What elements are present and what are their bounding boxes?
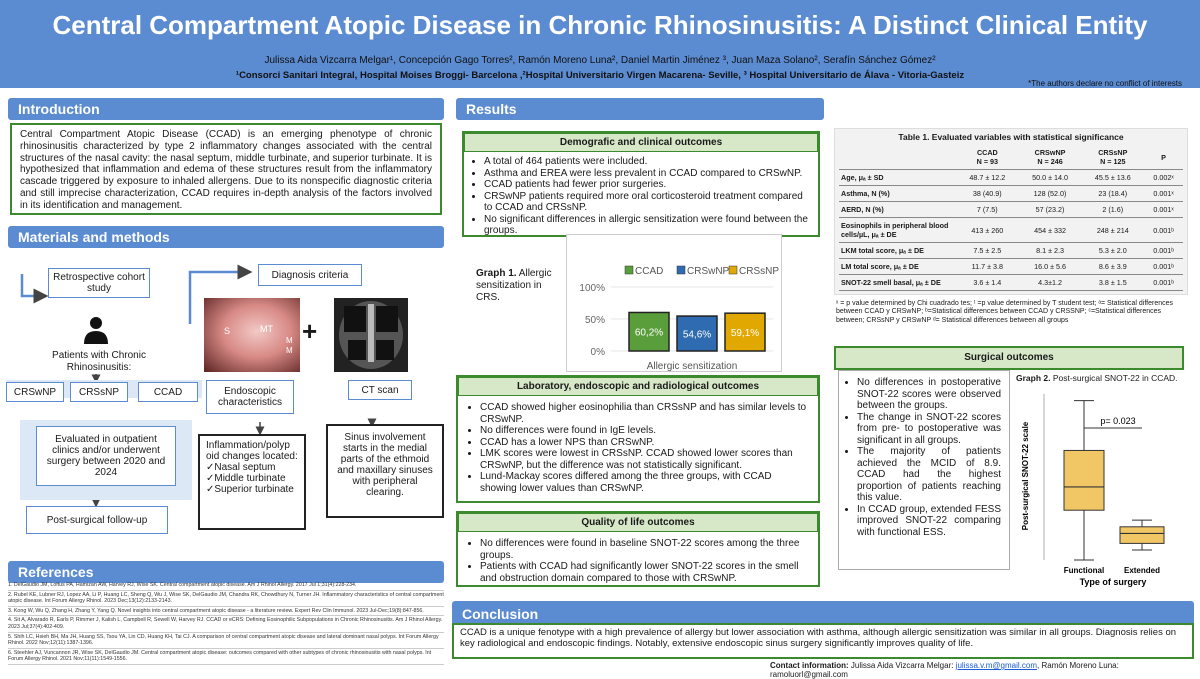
x-axis-label: Allergic sensitization	[646, 361, 738, 372]
y-tick-label: 50%	[584, 315, 605, 326]
table-row	[839, 170, 1183, 186]
list-item: • CCAD showed higher eosinophilia than CRSsNP and has similar levels to CRSwNP.	[480, 402, 808, 425]
table-row	[839, 259, 1183, 275]
surgical-box	[838, 370, 1010, 570]
group-crswnp: CRSwNP	[6, 382, 64, 402]
evaluated-box: Evaluated in outpatient clinics and/or underwent surgery between 2020 and 2024	[36, 426, 176, 486]
quality-title: Quality of life outcomes	[458, 513, 818, 532]
graph1-caption-text: Allergic sensitization in CRS.	[476, 268, 552, 303]
p-value-annotation: p= 0.023	[1100, 416, 1136, 426]
table-header-cell	[839, 145, 956, 170]
table1-footnote: ˣ = p value determined by Chi cuadrado tes; ᵗ =p value determined by T student test; ᵃ= Statistical differences between CCAD y CRSwNP; ᵇ=Statistical differences between CCAD y CRSSNP; ᶜ=Statistical differences between; CRSsNP y CRSwNP ᵈ= Statistical differences between all groups	[836, 300, 1173, 324]
table-cell: 4.3±1.2	[1019, 275, 1082, 291]
inflammation-box	[198, 434, 306, 530]
graph1-chart	[566, 234, 782, 372]
list-item: • Patients with CCAD had significantly lower SNOT-22 scores in the smell and obstruction domain compared to those with CRSwNP.	[480, 561, 808, 584]
list-item: • Lund-Mackay scores differed among the three groups, with CCAD showing lower values than CRSwNP.	[480, 471, 808, 494]
legend-label: CRSsNP	[739, 266, 780, 277]
table-cell: 48.7 ± 12.2	[956, 170, 1019, 186]
graph2-caption	[1016, 373, 1188, 383]
inflammation-item: ✓Superior turbinate	[206, 484, 294, 495]
references-list	[8, 581, 444, 665]
table-cell: 0.001ᵇ	[1144, 243, 1183, 259]
list-item: • No significant differences in allergic sensitization were found between the groups.	[484, 214, 808, 237]
graph2-caption-text: Post-surgical SNOT-22 in CCAD.	[1050, 373, 1178, 383]
table-header-row	[839, 145, 1183, 170]
x-tick-label: Functional	[1063, 566, 1105, 575]
x-tick-label: Extended	[1123, 566, 1161, 575]
demographic-title: Demografic and clinical outcomes	[464, 133, 818, 152]
introduction-heading: Introduction	[8, 98, 444, 120]
graph2-caption-bold: Graph 2.	[1016, 373, 1051, 383]
affiliations: ¹Consorci Sanitari Integral, Hospital Moises Broggi- Barcelona ,²Hospital Universitario Virgen Macarena- Seville, ³ Hospital Universitario de Álava - Vitoria-Gasteiz	[235, 70, 965, 81]
table-cell: Age, μₐ ± SD	[839, 170, 956, 186]
conclusion-heading: Conclusion	[452, 601, 1194, 625]
y-axis-label: Post-surgical SNOT-22 scale	[1021, 421, 1030, 531]
bar-value-label: 60,2%	[634, 327, 664, 339]
legend-swatch	[625, 266, 633, 274]
table-cell: 5.3 ± 2.0	[1081, 243, 1144, 259]
methods-heading: Materials and methods	[8, 226, 444, 248]
list-item: • LMK scores were lowest in CRSsNP. CCAD showed lower scores than CRSwNP, but the difference was not statistically significant.	[480, 448, 808, 471]
y-tick-label: 100%	[579, 283, 605, 294]
surgical-title	[834, 346, 1184, 370]
x-axis-label: Type of surgery	[1079, 577, 1147, 587]
table-cell: 0.001ᵇ	[1144, 259, 1183, 275]
list-item: • No differences in postoperative SNOT-22 scores were observed between the groups.	[857, 377, 1001, 412]
table-cell: 23 (18.4)	[1081, 186, 1144, 202]
inflammation-item: ✓Nasal septum	[206, 462, 276, 473]
legend-swatch	[729, 266, 737, 274]
label-mt: MT	[260, 324, 273, 334]
label-m1: M	[286, 336, 293, 345]
demographic-list	[464, 152, 818, 237]
legend-swatch	[677, 266, 685, 274]
list-item: • No differences were found in IgE levels.	[480, 425, 808, 437]
contact-label: Contact information:	[770, 661, 849, 670]
retrospective-box: Retrospective cohort study	[48, 268, 150, 298]
graph1-caption	[476, 268, 562, 303]
table-cell: 0.001ˣ	[1144, 186, 1183, 202]
laboratory-box	[456, 375, 820, 503]
table-cell: 11.7 ± 3.8	[956, 259, 1019, 275]
table-cell: 7 (7.5)	[956, 202, 1019, 218]
reference-item: 4. Sit A, Alvarado R, Earls P, Rimmer J, Kalish L, Campbell R, Sewell W, Harvey RJ. CCAD or eCRS: Defining Eosinophilic Subpopulations in Chronic Rhinosinusitis. Am J Rhinol Allergy. 2023 Jul;37(4):402-409.	[8, 616, 444, 632]
introduction-text: Central Compartment Atopic Disease (CCAD) is an emerging phenotype of chronic rhinosinusitis characterized by type 2 inflammatory changes associated with the central structures of the nasal cavity: the nasal septum, middle turbinate, and superior turbinate. It is hypothesized that inflammation and edema of these structures result from the inflammatory cascade triggered by exposure to inhaled allergens. Due to its nonspecific diagnostic criteria and still imprecise characterization, CCAD requires in-depth analysis of the factors involved in its identification and management.	[10, 123, 442, 215]
endoscopic-image	[204, 298, 300, 372]
reference-item: 5. Shih LC, Hsieh BH, Ma JH, Huang SS, Tsou YA, Lin CD, Huang KH, Tai CJ. A comparison of central compartment atopic disease and lateral dominant nasal polyps. Int Forum Allergy Rhinol. 2022 Nov;12(11):1387-1396.	[8, 633, 444, 649]
table-row	[839, 275, 1183, 291]
legend-label: CRSwNP	[687, 266, 730, 277]
contact-text1: Julissa Aida Vizcarra Melgar:	[848, 661, 956, 670]
box-functional	[1064, 450, 1104, 510]
poster-header	[0, 0, 1200, 88]
table-cell: 128 (52.0)	[1019, 186, 1082, 202]
results-heading: Results	[456, 98, 824, 120]
reference-item: 6. Steehler AJ, Vuncannon JR, Wise SK, DelGaudio JM. Central compartment atopic disease: outcomes compared with other subtypes of chronic rhinosinusitis with nasal polyps. Int Forum Allergy Rhinol. 2021 Nov;11(11):1549-1556.	[8, 649, 444, 665]
inflammation-item: ✓Middle turbinate	[206, 473, 286, 484]
table-header-cell: CRSwNP N = 246	[1019, 145, 1082, 170]
table-cell: 7.5 ± 2.5	[956, 243, 1019, 259]
table-cell: SNOT-22 smell basal, μₐ ± DE	[839, 275, 956, 291]
quality-box	[456, 511, 820, 587]
bar-value-label: 59,1%	[730, 328, 760, 340]
table-header-cell: CRSsNP N = 125	[1081, 145, 1144, 170]
group-ccad: CCAD	[138, 382, 198, 402]
table-cell: LKM total score, μₐ ± DE	[839, 243, 956, 259]
followup-box: Post-surgical follow-up	[26, 506, 168, 534]
patient-icon	[83, 316, 109, 344]
conclusion-text: CCAD is a unique fenotype with a high prevalence of allergy but lower association with asthma, although allergic sensitization was similar in all groups. Diagnosis relies on key radiological and endoscopic findings. Notably, extensive endoscopic sinus surgery significantly improves quality of life.	[452, 623, 1194, 659]
table-cell: 0.001ᵇ	[1144, 218, 1183, 243]
table-cell: 3.6 ± 1.4	[956, 275, 1019, 291]
table-row	[839, 202, 1183, 218]
plus-icon: +	[302, 316, 318, 346]
table-cell: 248 ± 214	[1081, 218, 1144, 243]
table-cell: 0.002ˣ	[1144, 170, 1183, 186]
list-item: • CRSwNP patients required more oral corticosteroid treatment compared to CCAD and CRSsNP.	[484, 191, 808, 214]
table-cell: 2 (1.6)	[1081, 202, 1144, 218]
table-cell: 57 (23.2)	[1019, 202, 1082, 218]
ct-box: CT scan	[348, 380, 412, 400]
table-cell: 50.0 ± 14.0	[1019, 170, 1082, 186]
list-item: • The change in SNOT-22 scores from pre- to postoperative was significant in all groups.	[857, 412, 1001, 447]
table-cell: 0.001ᵇ	[1144, 275, 1183, 291]
table1	[834, 128, 1188, 295]
list-item: • In CCAD group, extended FESS improved SNOT-22 comparing with functional ESS.	[857, 504, 1001, 539]
laboratory-title: Laboratory, endoscopic and radiological outcomes	[458, 377, 818, 396]
graph2-chart	[1014, 384, 1188, 590]
table1-title: Table 1. Evaluated variables with statistical significance	[898, 132, 1124, 142]
table1-grid	[839, 145, 1183, 291]
conflict-statement: *The authors declare no conflict of interests	[1028, 79, 1182, 88]
authors: Julissa Aida Vizcarra Melgar¹, Concepción Gago Torres², Ramón Moreno Luna², Daniel Martin Jiménez ³, Juan Maza Solano², Serafín Sánchez Gómez²	[264, 55, 936, 66]
laboratory-list	[458, 396, 818, 494]
group-crssnp: CRSsNP	[70, 382, 128, 402]
diagnosis-criteria-box: Diagnosis criteria	[258, 264, 362, 286]
list-item: • The majority of patients achieved the MCID of 8.9. CCAD had the highest proportion of patients reaching this value.	[857, 446, 1001, 504]
table-cell: LM total score, μₐ ± DE	[839, 259, 956, 275]
table-row	[839, 243, 1183, 259]
table-cell: 38 (40.9)	[956, 186, 1019, 202]
contact-email-link[interactable]: julissa.v.m@gmail.com	[955, 661, 1038, 670]
list-item: • No differences were found in baseline SNOT-22 scores among the three groups.	[480, 538, 808, 561]
list-item: • A total of 464 patients were included.	[484, 156, 808, 168]
table-header-cell: P	[1144, 145, 1183, 170]
reference-item: 2. Rubel KE, Lubner RJ, Lopez AA, Li P, Huang LC, Sheng Q, Wu J, Wise SK, DelGaudio JM, Chandra RK, Chowdhury N, Turner JH. Inflammatory characteristics of central compartment atopic disease. Int Forum Allergy Rhinol. 2023 Dec;13(12):2133-2143.	[8, 591, 444, 607]
table-row	[839, 218, 1183, 243]
table-cell: AERD, N (%)	[839, 202, 956, 218]
demographic-box	[462, 131, 820, 237]
table-cell: 45.5 ± 13.6	[1081, 170, 1144, 186]
contact-text2: , Ramón Moreno Luna: ramoluorl@gmail.com	[770, 661, 1119, 679]
label-m2: M	[286, 346, 293, 355]
patients-label: Patients with Chronic Rhinosinusitis:	[52, 350, 146, 373]
table-cell: 8.6 ± 3.9	[1081, 259, 1144, 275]
list-item: • CCAD has a lower NPS than CRSwNP.	[480, 437, 808, 449]
references-heading: References	[8, 561, 444, 583]
table-cell: 8.1 ± 2.3	[1019, 243, 1082, 259]
box-extended	[1120, 527, 1164, 544]
list-item: • Asthma and EREA were less prevalent in CCAD compared to CRSwNP.	[484, 168, 808, 180]
legend-label: CCAD	[635, 266, 664, 277]
table-row	[839, 186, 1183, 202]
endoscopic-box: Endoscopic characteristics	[206, 380, 294, 414]
reference-item: 1. DelGaudio JM, Loftus PA, Hamizan AW, Harvey RJ, Wise SK. Central compartment atopic disease. Am J Rhinol Allergy. 2017 Jul 1;31(4):228-234.	[8, 581, 444, 591]
reference-item: 3. Kong W, Wu Q, Zhang H, Zhang Y, Yang Q. Novel insights into central compartment atopic disease - a literature review. Expert Rev Clin Immunol. 2023 Jul-Dec;19(8):847-856.	[8, 607, 444, 617]
label-s: S	[224, 326, 231, 336]
quality-list	[458, 532, 818, 584]
table-cell: 413 ± 260	[956, 218, 1019, 243]
inflammation-title: Inflammation/polyp oid changes located:	[206, 440, 298, 462]
y-tick-label: 0%	[590, 347, 605, 358]
table-cell: 16.0 ± 5.6	[1019, 259, 1082, 275]
graph1-caption-bold: Graph 1.	[476, 268, 517, 279]
table-cell: Eosinophils in peripheral blood cells/µL, μₐ ± DE	[839, 218, 956, 243]
ct-scan-image	[334, 298, 408, 372]
table-cell: 454 ± 332	[1019, 218, 1082, 243]
table-header-cell: CCAD N = 93	[956, 145, 1019, 170]
contact-info	[770, 661, 1198, 679]
surgical-list	[839, 371, 1009, 538]
table-cell: Asthma, N (%)	[839, 186, 956, 202]
surgical-title-text: Surgical outcomes	[964, 352, 1054, 363]
bar-value-label: 54,6%	[682, 329, 712, 341]
sinus-box: Sinus involvement starts in the medial parts of the ethmoid and maxillary sinuses with peripheral clearing.	[326, 424, 444, 518]
table-cell: 3.8 ± 1.5	[1081, 275, 1144, 291]
poster-title: Central Compartment Atopic Disease in Chronic Rhinosinusitis: A Distinct Clinical Entity	[52, 10, 1148, 40]
table-cell: 0.001ˣ	[1144, 202, 1183, 218]
list-item: • CCAD patients had fewer prior surgeries.	[484, 179, 808, 191]
